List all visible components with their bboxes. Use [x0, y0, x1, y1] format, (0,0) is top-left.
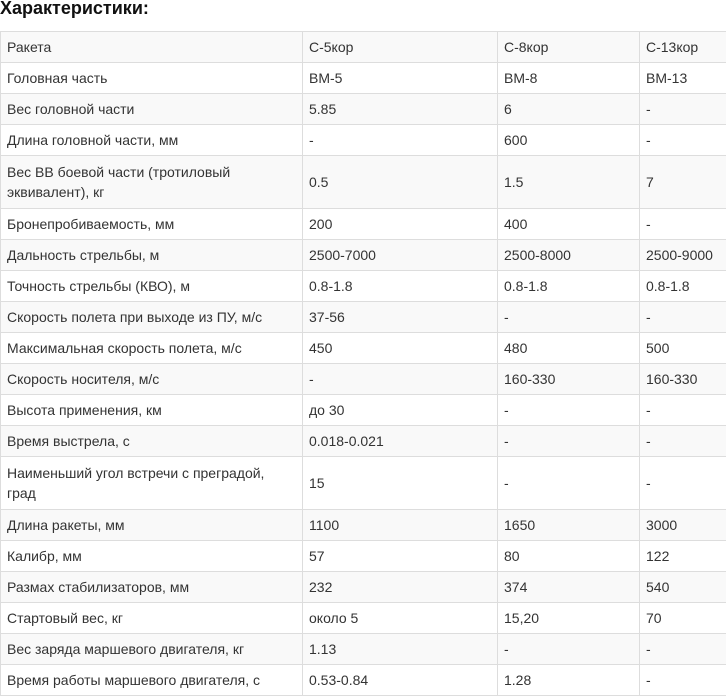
- row-cell-s13kor: -: [640, 665, 726, 696]
- row-cell-s13kor: -: [640, 94, 726, 125]
- table-row: [1, 333, 726, 364]
- row-cell-parameter: Длина ракеты, мм: [1, 510, 303, 541]
- row-cell-parameter: Наименьший угол встречи с преградой, град: [1, 457, 303, 510]
- row-cell-s13kor: -: [640, 125, 726, 156]
- row-cell-parameter: Вес головной части: [1, 94, 303, 125]
- row-cell-parameter: Калибр, мм: [1, 541, 303, 572]
- row-cell-s8kor: -: [498, 395, 640, 426]
- row-cell-s8kor: 1650: [498, 510, 640, 541]
- row-cell-s8kor: 1.28: [498, 665, 640, 696]
- row-cell-s5kor: до 30: [303, 395, 498, 426]
- table-row: [1, 302, 726, 333]
- row-cell-s13kor: 540: [640, 572, 726, 603]
- row-cell-s8kor: -: [498, 634, 640, 665]
- table-row: [1, 572, 726, 603]
- table-row: [1, 94, 726, 125]
- row-cell-parameter: Высота применения, км: [1, 395, 303, 426]
- row-cell-s8kor: 600: [498, 125, 640, 156]
- row-cell-s8kor: -: [498, 457, 640, 510]
- row-cell-s8kor: -: [498, 302, 640, 333]
- table-row: [1, 665, 726, 696]
- row-cell-s5kor: 1.13: [303, 634, 498, 665]
- row-cell-parameter: Дальность стрельбы, м: [1, 240, 303, 271]
- row-cell-parameter: Максимальная скорость полета, м/с: [1, 333, 303, 364]
- row-cell-s13kor: 7: [640, 156, 726, 209]
- row-cell-parameter: Скорость полета при выходе из ПУ, м/с: [1, 302, 303, 333]
- row-cell-s13kor: 160-330: [640, 364, 726, 395]
- row-cell-s8kor: 2500-8000: [498, 240, 640, 271]
- row-cell-parameter: Время выстрела, с: [1, 426, 303, 457]
- row-cell-s8kor: 374: [498, 572, 640, 603]
- row-cell-s8kor: 6: [498, 94, 640, 125]
- row-cell-s13kor: 2500-9000: [640, 240, 726, 271]
- row-cell-parameter: Вес ВВ боевой части (тротиловый эквивалент), кг: [1, 156, 303, 209]
- row-cell-s13kor: -: [640, 209, 726, 240]
- header-cell-s13kor: С-13кор: [640, 32, 726, 63]
- row-cell-s5kor: 0.5: [303, 156, 498, 209]
- table-row: [1, 63, 726, 94]
- row-cell-parameter: Точность стрельбы (КВО), м: [1, 271, 303, 302]
- row-cell-s5kor: около 5: [303, 603, 498, 634]
- row-cell-parameter: Стартовый вес, кг: [1, 603, 303, 634]
- row-cell-s13kor: -: [640, 457, 726, 510]
- row-cell-s5kor: 0.8-1.8: [303, 271, 498, 302]
- row-cell-s8kor: 400: [498, 209, 640, 240]
- row-cell-parameter: Длина головной части, мм: [1, 125, 303, 156]
- page-title: Характеристики:: [0, 0, 149, 18]
- row-cell-s5kor: -: [303, 125, 498, 156]
- row-cell-s8kor: 15,20: [498, 603, 640, 634]
- table-header-row: [1, 32, 726, 63]
- table-row: [1, 603, 726, 634]
- row-cell-s13kor: -: [640, 395, 726, 426]
- row-cell-s5kor: 232: [303, 572, 498, 603]
- row-cell-s8kor: 80: [498, 541, 640, 572]
- header-cell-s5kor: С-5кор: [303, 32, 498, 63]
- row-cell-s5kor: ВМ-5: [303, 63, 498, 94]
- row-cell-parameter: Бронепробиваемость, мм: [1, 209, 303, 240]
- row-cell-s13kor: 122: [640, 541, 726, 572]
- row-cell-s8kor: -: [498, 426, 640, 457]
- table-row: [1, 364, 726, 395]
- row-cell-parameter: Размах стабилизаторов, мм: [1, 572, 303, 603]
- table-row: [1, 240, 726, 271]
- row-cell-s5kor: 200: [303, 209, 498, 240]
- row-cell-s5kor: 0.018-0.021: [303, 426, 498, 457]
- table-row: [1, 209, 726, 240]
- header-cell-parameter: Ракета: [1, 32, 303, 63]
- row-cell-s5kor: 1100: [303, 510, 498, 541]
- row-cell-s5kor: -: [303, 364, 498, 395]
- row-cell-s8kor: 160-330: [498, 364, 640, 395]
- row-cell-s8kor: ВМ-8: [498, 63, 640, 94]
- table-row: [1, 510, 726, 541]
- row-cell-parameter: Скорость носителя, м/с: [1, 364, 303, 395]
- characteristics-table: [0, 31, 726, 696]
- row-cell-s5kor: 57: [303, 541, 498, 572]
- header-cell-s8kor: С-8кор: [498, 32, 640, 63]
- table-row: [1, 271, 726, 302]
- row-cell-s8kor: 1.5: [498, 156, 640, 209]
- table-row: [1, 541, 726, 572]
- row-cell-s13kor: 0.8-1.8: [640, 271, 726, 302]
- row-cell-s5kor: 0.53-0.84: [303, 665, 498, 696]
- row-cell-parameter: Время работы маршевого двигателя, с: [1, 665, 303, 696]
- row-cell-s13kor: 70: [640, 603, 726, 634]
- table-row: [1, 634, 726, 665]
- table-row: [1, 125, 726, 156]
- row-cell-s5kor: 2500-7000: [303, 240, 498, 271]
- row-cell-s5kor: 5.85: [303, 94, 498, 125]
- row-cell-parameter: Головная часть: [1, 63, 303, 94]
- row-cell-s5kor: 37-56: [303, 302, 498, 333]
- table-row: [1, 395, 726, 426]
- row-cell-s13kor: 3000: [640, 510, 726, 541]
- table-row: [1, 457, 726, 510]
- row-cell-s13kor: -: [640, 634, 726, 665]
- row-cell-s5kor: 15: [303, 457, 498, 510]
- row-cell-s8kor: 480: [498, 333, 640, 364]
- row-cell-parameter: Вес заряда маршевого двигателя, кг: [1, 634, 303, 665]
- table-row: [1, 426, 726, 457]
- table-row: [1, 156, 726, 209]
- row-cell-s13kor: -: [640, 426, 726, 457]
- row-cell-s5kor: 450: [303, 333, 498, 364]
- row-cell-s8kor: 0.8-1.8: [498, 271, 640, 302]
- row-cell-s13kor: -: [640, 302, 726, 333]
- row-cell-s13kor: 500: [640, 333, 726, 364]
- row-cell-s13kor: ВМ-13: [640, 63, 726, 94]
